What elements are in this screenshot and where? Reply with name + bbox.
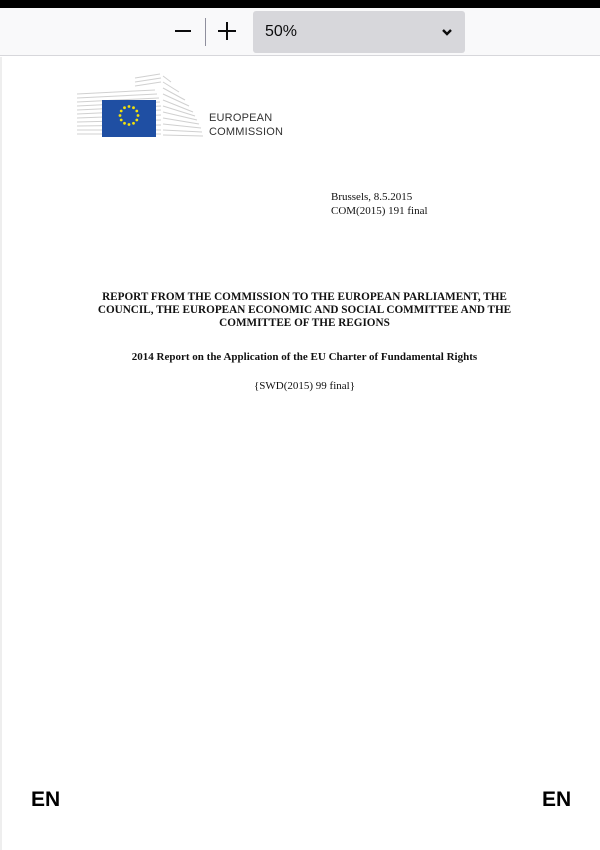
- zoom-out-button[interactable]: [170, 18, 196, 44]
- place-date: Brussels, 8.5.2015: [331, 191, 413, 203]
- plus-icon: [216, 20, 238, 42]
- document-subtitle: 2014 Report on the Application of the EU Charter of Fundamental Rights: [131, 351, 478, 363]
- window-top-edge: [0, 0, 600, 8]
- language-code-right: EN: [542, 788, 572, 811]
- document-meta: [331, 190, 428, 218]
- language-code-left: EN: [31, 788, 61, 811]
- zoom-level-value: 50%: [265, 23, 298, 40]
- pdf-toolbar: [0, 8, 600, 56]
- minus-icon: [173, 21, 193, 41]
- logo-line-european: EUROPEAN: [209, 112, 273, 124]
- title-line: COUNCIL, THE EUROPEAN ECONOMIC AND SOCIAL COMMITTEE AND THE: [97, 304, 512, 316]
- related-document-reference: {SWD(2015) 99 final}: [254, 380, 355, 392]
- european-commission-logo: [75, 72, 205, 142]
- logo-line-commission: COMMISSION: [209, 126, 284, 138]
- title-line: COMMITTEE OF THE REGIONS: [219, 317, 390, 329]
- zoom-level-select[interactable]: [253, 11, 465, 53]
- pdf-page: [0, 57, 600, 850]
- logo-wordmark: [209, 111, 283, 139]
- document-reference: COM(2015) 191 final: [331, 205, 428, 217]
- document-title: [62, 291, 547, 330]
- toolbar-separator: [205, 18, 206, 46]
- zoom-in-button[interactable]: [214, 18, 240, 44]
- chevron-down-icon: [441, 26, 453, 38]
- title-line: REPORT FROM THE COMMISSION TO THE EUROPEAN PARLIAMENT, THE: [102, 291, 507, 303]
